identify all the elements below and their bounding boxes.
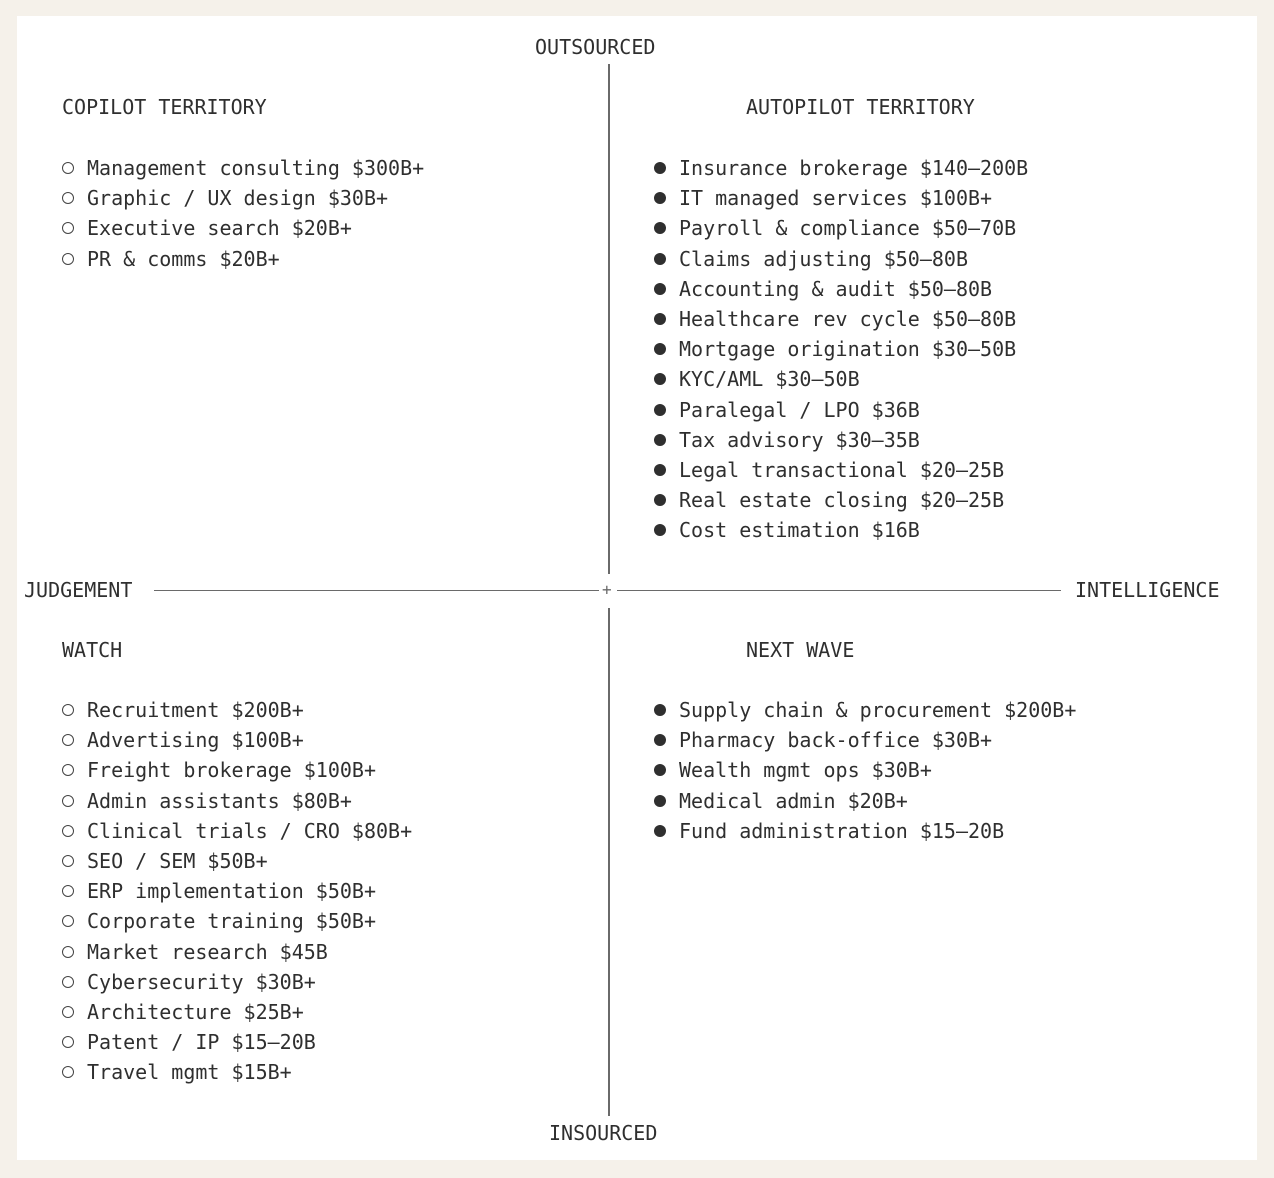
open-circle-icon [62,734,74,746]
list-copilot [62,153,424,274]
open-circle-icon [62,764,74,776]
list-item [654,786,1076,816]
list-item [62,997,412,1027]
list-item-label: Cybersecurity $30B+ [87,969,316,994]
list-item [62,937,412,967]
open-circle-icon [62,946,74,958]
list-item-label: Real estate closing $20–25B [679,488,1005,513]
filled-circle-icon [654,192,666,204]
list-item [654,334,1028,364]
list-item-label: Healthcare rev cycle $50–80B [679,307,1017,332]
list-item [654,274,1028,304]
list-item-label: Claims adjusting $50–80B [679,246,968,271]
open-circle-icon [62,855,74,867]
list-item-label: Executive search $20B+ [87,216,352,241]
list-item-label: Accounting & audit $50–80B [679,276,993,301]
filled-circle-icon [654,313,666,325]
list-item-label: Admin assistants $80B+ [87,788,352,813]
open-circle-icon [62,795,74,807]
list-item-label: Supply chain & procurement $200B+ [679,698,1077,723]
list-item-label: PR & comms $20B+ [87,246,280,271]
horizontal-axis-right [617,590,1061,591]
open-circle-icon [62,825,74,837]
list-item [62,213,424,243]
list-item [62,153,424,183]
list-item-label: Tax advisory $30–35B [679,427,920,452]
open-circle-icon [62,976,74,988]
list-item [654,515,1028,545]
filled-circle-icon [654,373,666,385]
filled-circle-icon [654,734,666,746]
list-item [62,695,412,725]
list-item [654,183,1028,213]
axis-label-bottom: INSOURCED [549,1121,658,1145]
filled-circle-icon [654,494,666,506]
list-item-label: Advertising $100B+ [87,728,304,753]
list-item [62,906,412,936]
list-item-label: Insurance brokerage $140–200B [679,156,1029,181]
list-item-label: SEO / SEM $50B+ [87,849,268,874]
open-circle-icon [62,1006,74,1018]
open-circle-icon [62,162,74,174]
filled-circle-icon [654,704,666,716]
axis-label-left: JUDGEMENT [24,578,133,602]
list-item-label: Recruitment $200B+ [87,698,304,723]
open-circle-icon [62,885,74,897]
quadrant-title-autopilot: AUTOPILOT TERRITORY [746,95,975,119]
filled-circle-icon [654,464,666,476]
quadrant-title-copilot: COPILOT TERRITORY [62,95,267,119]
list-item-label: Wealth mgmt ops $30B+ [679,758,932,783]
list-item [654,755,1076,785]
list-item [62,876,412,906]
quadrant-title-watch: WATCH [62,638,123,662]
open-circle-icon [62,1066,74,1078]
list-item-label: KYC/AML $30–50B [679,367,860,392]
filled-circle-icon [654,825,666,837]
axis-origin: + [602,580,612,599]
list-item [654,425,1028,455]
filled-circle-icon [654,283,666,295]
list-item-label: Corporate training $50B+ [87,909,376,934]
list-item [654,725,1076,755]
list-item [62,1057,412,1087]
quadrant-title-next-wave: NEXT WAVE [746,638,855,662]
axis-label-top: OUTSOURCED [535,35,656,59]
list-item [62,816,412,846]
filled-circle-icon [654,162,666,174]
filled-circle-icon [654,343,666,355]
list-next-wave [654,695,1076,846]
list-item [654,485,1028,515]
list-item-label: Mortgage origination $30–50B [679,337,1017,362]
filled-circle-icon [654,222,666,234]
list-item [654,816,1076,846]
list-item [654,695,1076,725]
list-item-label: Travel mgmt $15B+ [87,1060,292,1085]
list-item-label: Fund administration $15–20B [679,818,1005,843]
list-item-label: Payroll & compliance $50–70B [679,216,1017,241]
filled-circle-icon [654,404,666,416]
list-item [62,725,412,755]
list-item [654,244,1028,274]
filled-circle-icon [654,764,666,776]
list-item-label: Patent / IP $15–20B [87,1030,316,1055]
list-item [62,183,424,213]
list-item [62,786,412,816]
list-item [654,213,1028,243]
list-item-label: Paralegal / LPO $36B [679,397,920,422]
list-item-label: Graphic / UX design $30B+ [87,186,389,211]
filled-circle-icon [654,795,666,807]
filled-circle-icon [654,524,666,536]
list-item-label: IT managed services $100B+ [679,186,993,211]
horizontal-axis-left [154,590,599,591]
list-item-label: Clinical trials / CRO $80B+ [87,818,413,843]
list-item-label: Cost estimation $16B [679,518,920,543]
list-item [62,755,412,785]
list-watch [62,695,412,1087]
vertical-axis-upper [608,64,610,574]
list-item-label: Freight brokerage $100B+ [87,758,376,783]
list-item-label: Pharmacy back-office $30B+ [679,728,993,753]
list-item-label: Legal transactional $20–25B [679,457,1005,482]
list-item [62,244,424,274]
filled-circle-icon [654,253,666,265]
list-item-label: Architecture $25B+ [87,999,304,1024]
filled-circle-icon [654,434,666,446]
list-item [62,967,412,997]
list-item-label: Market research $45B [87,939,328,964]
open-circle-icon [62,704,74,716]
list-item [62,846,412,876]
open-circle-icon [62,222,74,234]
list-item-label: Management consulting $300B+ [87,156,425,181]
list-item-label: ERP implementation $50B+ [87,879,376,904]
axis-label-right: INTELLIGENCE [1075,578,1220,602]
vertical-axis-lower [608,608,610,1116]
list-autopilot [654,153,1028,545]
list-item [654,364,1028,394]
list-item [654,153,1028,183]
open-circle-icon [62,915,74,927]
list-item [62,1027,412,1057]
open-circle-icon [62,253,74,265]
list-item [654,395,1028,425]
open-circle-icon [62,192,74,204]
list-item [654,455,1028,485]
list-item-label: Medical admin $20B+ [679,788,908,813]
list-item [654,304,1028,334]
quadrant-diagram [17,16,1257,1160]
open-circle-icon [62,1036,74,1048]
